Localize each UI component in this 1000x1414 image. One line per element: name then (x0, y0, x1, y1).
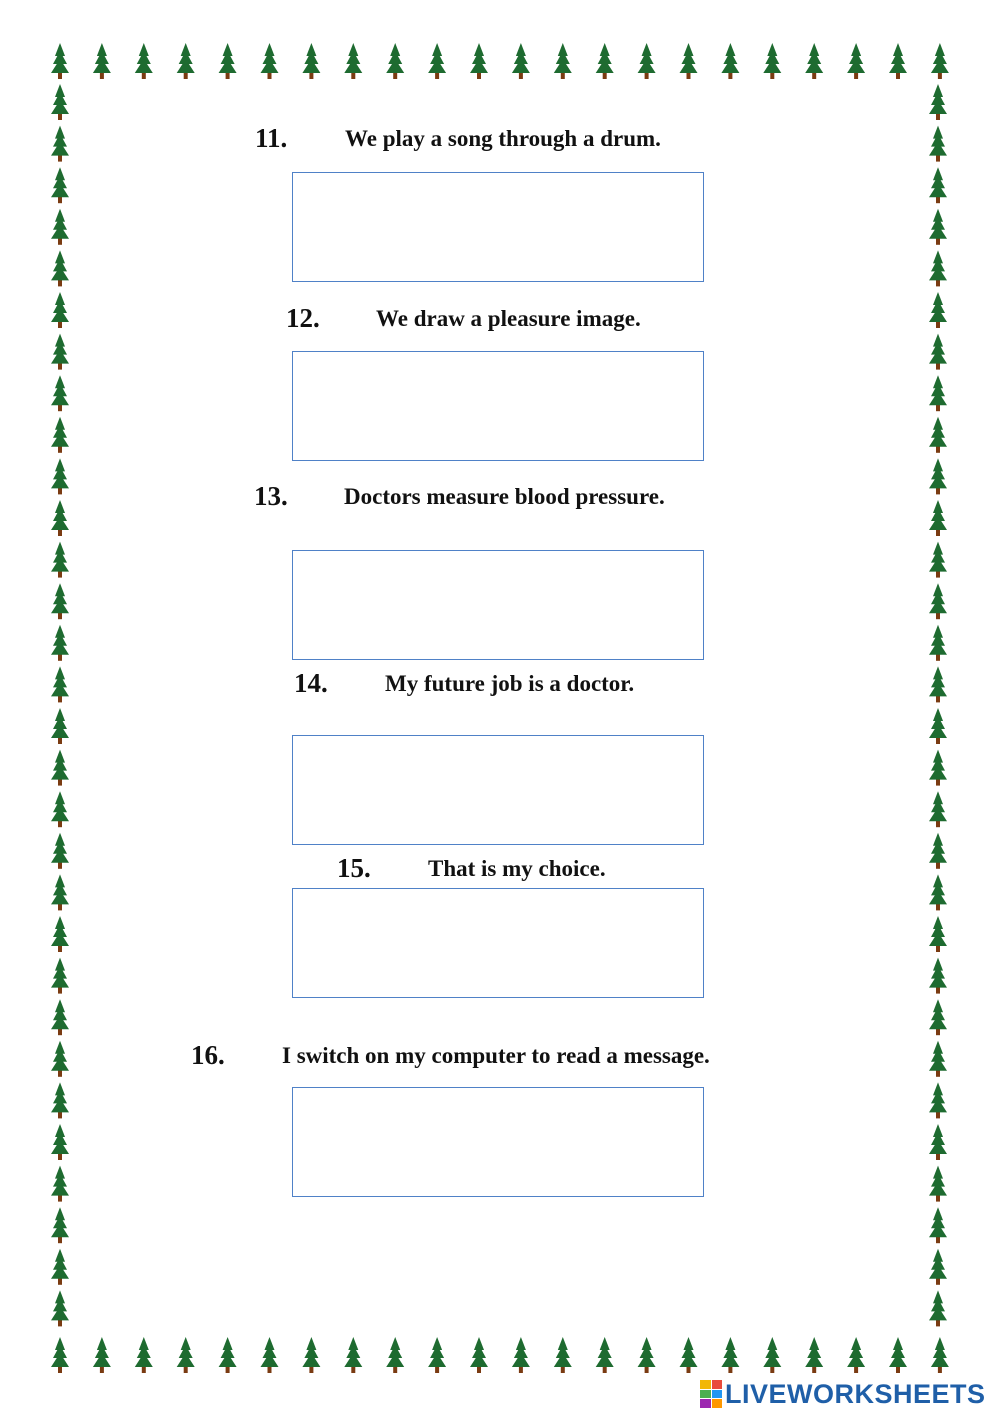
item-sentence-15: That is my choice. (428, 856, 606, 881)
item-number-12: 12. (286, 303, 320, 333)
pine-tree-icon (261, 1337, 279, 1373)
logo-text: LIVEWORKSHEETS (725, 1378, 986, 1409)
pine-tree-icon (929, 250, 947, 286)
pine-tree-icon (929, 625, 947, 661)
pine-tree-icon (386, 1337, 404, 1373)
pine-tree-icon (847, 1337, 865, 1373)
pine-tree-icon (51, 126, 69, 162)
item-sentence-16: I switch on my computer to read a message. (282, 1043, 710, 1068)
pine-tree-icon (929, 750, 947, 786)
pine-tree-icon (929, 1082, 947, 1118)
pine-tree-icon (929, 708, 947, 744)
pine-tree-icon (51, 708, 69, 744)
pine-tree-icon (721, 1337, 739, 1373)
pine-tree-icon (512, 1337, 530, 1373)
pine-tree-icon (93, 1337, 111, 1373)
pine-tree-icon (51, 1337, 69, 1373)
pine-tree-icon (302, 43, 320, 79)
pine-tree-icon (929, 500, 947, 536)
pine-tree-icon (929, 1124, 947, 1160)
pine-tree-icon (51, 167, 69, 203)
item-number-11: 11. (255, 123, 288, 153)
pine-tree-icon (929, 874, 947, 910)
answer-box-14[interactable] (292, 735, 704, 845)
pine-tree-icon (929, 417, 947, 453)
pine-tree-icon (929, 375, 947, 411)
pine-tree-icon (596, 1337, 614, 1373)
pine-tree-icon (51, 791, 69, 827)
pine-tree-icon (51, 292, 69, 328)
pine-tree-icon (929, 1166, 947, 1202)
pine-tree-icon (929, 458, 947, 494)
pine-tree-icon (93, 43, 111, 79)
pine-tree-icon (51, 625, 69, 661)
pine-tree-icon (931, 1337, 949, 1373)
pine-tree-icon (302, 1337, 320, 1373)
pine-tree-icon (929, 1249, 947, 1285)
pine-tree-icon (51, 999, 69, 1035)
pine-tree-icon (135, 1337, 153, 1373)
answer-box-16[interactable] (292, 1087, 704, 1197)
answer-box-11[interactable] (292, 172, 704, 282)
pine-tree-icon (344, 1337, 362, 1373)
pine-tree-icon (177, 1337, 195, 1373)
pine-tree-icon (51, 500, 69, 536)
pine-tree-icon (51, 1249, 69, 1285)
pine-tree-icon (929, 542, 947, 578)
pine-tree-icon (929, 1041, 947, 1077)
pine-tree-icon (554, 43, 572, 79)
item-sentence-14: My future job is a doctor. (385, 671, 635, 696)
pine-tree-icon (929, 209, 947, 245)
liveworksheets-logo[interactable] (700, 1378, 986, 1410)
item-number-15: 15. (337, 853, 371, 883)
pine-tree-icon (177, 43, 195, 79)
pine-tree-icon (929, 292, 947, 328)
pine-tree-icon (929, 666, 947, 702)
pine-tree-icon (51, 1290, 69, 1326)
pine-tree-icon (51, 209, 69, 245)
item-number-16: 16. (191, 1040, 225, 1070)
pine-tree-icon (51, 1166, 69, 1202)
pine-tree-icon (931, 43, 949, 79)
pine-tree-icon (51, 874, 69, 910)
pine-tree-icon (929, 583, 947, 619)
item-sentence-13: Doctors measure blood pressure. (344, 484, 665, 509)
pine-tree-icon (805, 1337, 823, 1373)
pine-tree-icon (51, 43, 69, 79)
pine-tree-icon (51, 542, 69, 578)
pine-tree-icon (554, 1337, 572, 1373)
pine-tree-icon (51, 1124, 69, 1160)
pine-tree-icon (428, 43, 446, 79)
pine-tree-icon (929, 167, 947, 203)
pine-tree-icon (638, 1337, 656, 1373)
pine-tree-icon (51, 458, 69, 494)
pine-tree-icon (929, 958, 947, 994)
pine-tree-icon (470, 1337, 488, 1373)
pine-tree-icon (51, 1041, 69, 1077)
item-sentence-11: We play a song through a drum. (345, 126, 661, 151)
pine-tree-icon (929, 916, 947, 952)
pine-tree-icon (929, 1290, 947, 1326)
pine-tree-icon (596, 43, 614, 79)
pine-tree-icon (929, 84, 947, 120)
pine-tree-icon (721, 43, 739, 79)
pine-tree-icon (638, 43, 656, 79)
pine-tree-icon (889, 1337, 907, 1373)
pine-tree-icon (889, 43, 907, 79)
pine-tree-icon (51, 1082, 69, 1118)
answer-box-15[interactable] (292, 888, 704, 998)
pine-tree-icon (763, 1337, 781, 1373)
pine-tree-icon (470, 43, 488, 79)
pine-tree-icon (261, 43, 279, 79)
answer-box-12[interactable] (292, 351, 704, 461)
pine-tree-icon (219, 1337, 237, 1373)
item-sentence-12: We draw a pleasure image. (376, 306, 641, 331)
pine-tree-icon (386, 43, 404, 79)
pine-tree-icon (805, 43, 823, 79)
pine-tree-icon (763, 43, 781, 79)
pine-tree-icon (680, 43, 698, 79)
pine-tree-icon (51, 958, 69, 994)
item-number-14: 14. (294, 668, 328, 698)
pine-tree-icon (51, 1207, 69, 1243)
pine-tree-icon (135, 43, 153, 79)
pine-tree-icon (428, 1337, 446, 1373)
pine-tree-icon (929, 126, 947, 162)
pine-tree-icon (929, 1207, 947, 1243)
pine-tree-icon (929, 999, 947, 1035)
pine-tree-icon (51, 583, 69, 619)
pine-tree-icon (219, 43, 237, 79)
pine-tree-icon (51, 334, 69, 370)
item-number-13: 13. (254, 481, 288, 511)
pine-tree-icon (51, 833, 69, 869)
pine-tree-icon (929, 334, 947, 370)
pine-tree-icon (51, 750, 69, 786)
logo-mark-icon (700, 1380, 722, 1408)
pine-tree-icon (847, 43, 865, 79)
pine-tree-icon (929, 833, 947, 869)
pine-tree-icon (680, 1337, 698, 1373)
pine-tree-icon (51, 666, 69, 702)
answer-box-13[interactable] (292, 550, 704, 660)
pine-tree-icon (51, 916, 69, 952)
pine-tree-icon (51, 417, 69, 453)
pine-tree-icon (51, 84, 69, 120)
pine-tree-icon (344, 43, 362, 79)
pine-tree-icon (51, 250, 69, 286)
pine-tree-icon (512, 43, 530, 79)
pine-tree-icon (929, 791, 947, 827)
pine-tree-icon (51, 375, 69, 411)
